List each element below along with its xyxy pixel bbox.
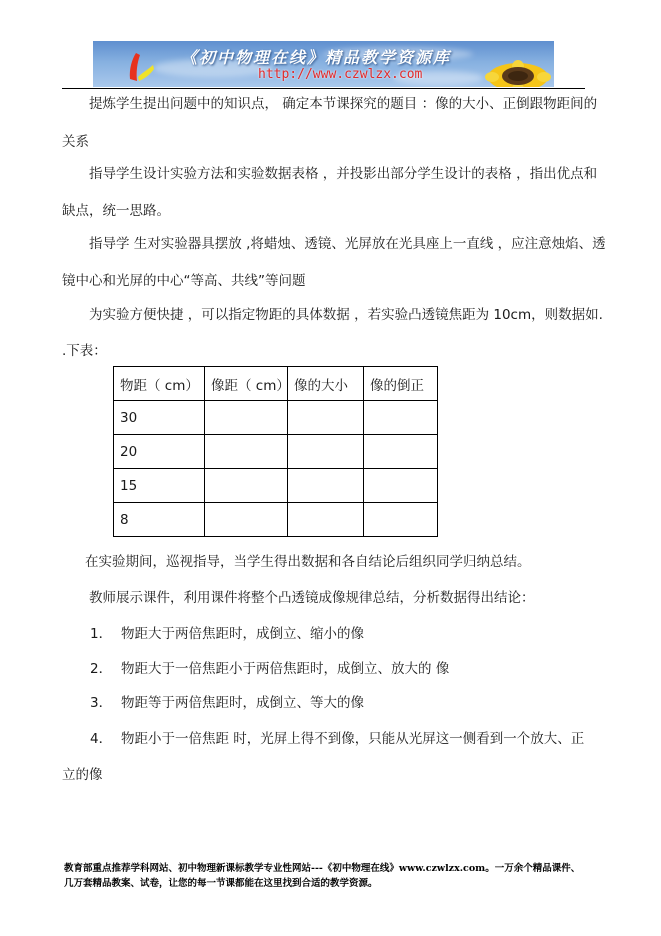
paragraph-1: 提炼学生提出问题中的知识点， 确定本节课探究的题目 ：像的大小、正倒跟物距间的 (89, 96, 598, 112)
table-cell (364, 503, 438, 537)
conclusion-item (90, 615, 612, 654)
conclusion-text: 物距大于一倍焦距小于两倍焦距时，成倒立、放大的 像 (121, 661, 450, 677)
page-footer (64, 861, 604, 891)
table-cell (288, 469, 364, 503)
paragraph-2: 指导学生设计实验方法和实验数据表格 ，并投影出部分学生设计的表格 ，指出优点和 (89, 166, 598, 182)
table-cell: 8 (114, 503, 205, 537)
table-cell (288, 435, 364, 469)
paragraph-5: 在实验期间，巡视指导，当学生得出数据和各自结论后组织同学归纳总结。 (85, 554, 531, 570)
conclusion-text: 物距大于两倍焦距时，成倒立、缩小的像 (121, 626, 364, 642)
table-cell: 30 (114, 401, 205, 435)
conclusion-number: 1． (90, 626, 113, 642)
conclusion-item (90, 684, 612, 723)
table-row (114, 503, 438, 537)
table-cell: 20 (114, 435, 205, 469)
banner-title: 《初中物理在线》精品教学资源库 (181, 48, 452, 67)
footer-line-1: 教育部重点推荐学科网站、初中物理新课标教学专业性网站---《初中物理在线》www.czwlzx.com。一万余个精品课件、 (64, 863, 581, 874)
conclusion-number: 3． (90, 695, 113, 711)
table-cell (205, 401, 288, 435)
table-cell (288, 401, 364, 435)
conclusion-4-continued: 立的像 (62, 767, 103, 783)
header-banner (93, 41, 554, 87)
paragraph-4: 为实验方便快捷 ，可以指定物距的具体数据 ，若实验凸透镜焦距为 10cm，则数据如. (89, 307, 603, 323)
paragraph-6: 教师展示课件，利用课件将整个凸透镜成像规律总结，分析数据得出结论： (89, 590, 535, 606)
paragraph-3-continued: 镜中心和光屏的中心“等高、共线”等问题 (62, 273, 306, 289)
table-row (114, 435, 438, 469)
table-cell: 15 (114, 469, 205, 503)
paragraph-1-continued: 关系 (62, 134, 89, 150)
header-image-orientation: 像的倒正 (364, 367, 438, 401)
paragraph-4-continued: .下表： (62, 343, 107, 359)
table-cell (205, 435, 288, 469)
table-row (114, 469, 438, 503)
table-header-row (114, 367, 438, 401)
header-image-size: 像的大小 (288, 367, 364, 401)
table-cell (364, 401, 438, 435)
conclusion-number: 2． (90, 661, 113, 677)
sunflower-icon (485, 57, 551, 87)
experiment-data-table (113, 366, 438, 537)
table-cell (205, 503, 288, 537)
table-cell (288, 503, 364, 537)
conclusion-number: 4． (90, 731, 113, 747)
header-object-distance: 物距（ cm） (114, 367, 205, 401)
footer-line-2: 几万套精品教案、试卷，让您的每一节课都能在这里找到合适的教学资源。 (64, 878, 378, 889)
conclusion-text: 物距等于两倍焦距时，成倒立、等大的像 (121, 695, 364, 711)
site-logo-icon (126, 51, 156, 83)
paragraph-2-continued: 缺点，统一思路。 (62, 203, 170, 219)
table-cell (205, 469, 288, 503)
table-row (114, 401, 438, 435)
table-cell (364, 469, 438, 503)
paragraph-3: 指导学 生对实验器具摆放 ,将蜡烛、透镜、光屏放在光具座上一直线 ，应注意烛焰、透 (89, 236, 606, 252)
header-image-distance: 像距（ cm） (205, 367, 288, 401)
table-cell (364, 435, 438, 469)
conclusion-item (90, 720, 612, 759)
conclusion-text: 物距小于一倍焦距 时，光屏上得不到像，只能从光屏这一侧看到一个放大、正 (121, 731, 585, 747)
banner-url[interactable]: http://www.czwlzx.com (258, 67, 423, 82)
